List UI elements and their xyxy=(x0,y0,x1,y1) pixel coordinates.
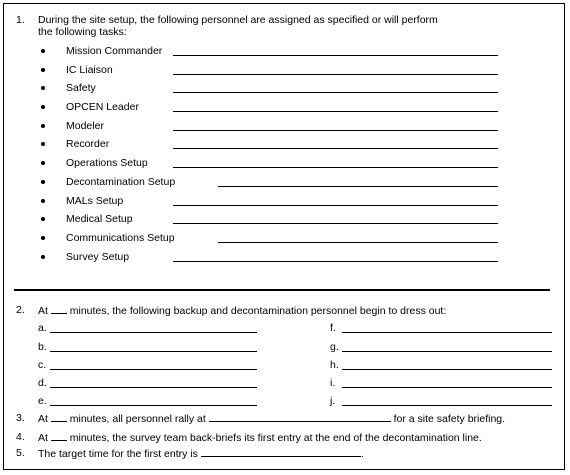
backup-letter: f. xyxy=(330,322,336,334)
backup-name-blank[interactable] xyxy=(342,405,552,406)
backup-name-blank[interactable] xyxy=(342,369,552,370)
bullet-icon xyxy=(41,236,45,240)
item-5-number: 5. xyxy=(16,447,25,459)
backup-name-blank[interactable] xyxy=(50,332,257,333)
role-assignee-blank[interactable] xyxy=(173,111,498,112)
role-label: Survey Setup xyxy=(66,251,130,263)
item-2-prefix: At xyxy=(38,305,51,317)
role-assignee-blank[interactable] xyxy=(173,148,498,149)
backup-name-blank[interactable] xyxy=(50,387,257,388)
item-3-text xyxy=(38,412,505,425)
bullet-icon xyxy=(41,217,45,221)
role-assignee-blank[interactable] xyxy=(173,261,498,262)
bullet-icon xyxy=(41,49,45,53)
item-4-number: 4. xyxy=(16,431,25,443)
role-label: Modeler xyxy=(66,120,104,132)
role-assignee-blank[interactable] xyxy=(173,55,498,56)
role-label: Safety xyxy=(66,82,96,94)
role-label: Operations Setup xyxy=(66,157,148,169)
bullet-icon xyxy=(41,255,45,259)
role-assignee-blank[interactable] xyxy=(218,186,498,187)
bullet-icon xyxy=(41,105,45,109)
role-label: Medical Setup xyxy=(66,213,133,225)
backup-letter: c. xyxy=(38,359,47,371)
role-label: Decontamination Setup xyxy=(66,176,176,188)
target-time-blank[interactable] xyxy=(201,447,361,457)
item-3-part1: At xyxy=(38,413,51,425)
role-assignee-blank[interactable] xyxy=(218,242,498,243)
rally-minutes-blank[interactable] xyxy=(51,412,67,422)
backup-letter: d. xyxy=(38,377,47,389)
item-2-suffix: minutes, the following backup and decontamination personnel begin to dress out: xyxy=(66,305,447,317)
backup-name-blank[interactable] xyxy=(342,387,552,388)
bullet-icon xyxy=(41,180,45,184)
item-1-intro-line2: the following tasks: xyxy=(38,26,127,38)
backup-letter: j. xyxy=(330,395,336,407)
bullet-icon xyxy=(41,124,45,128)
item-1-intro-line1: During the site setup, the following personnel are assigned as specified or will perform xyxy=(38,14,438,26)
role-assignee-blank[interactable] xyxy=(173,205,498,206)
backup-letter: a. xyxy=(38,322,47,334)
role-assignee-blank[interactable] xyxy=(173,130,498,131)
role-assignee-blank[interactable] xyxy=(173,92,498,93)
item-4-part1: At xyxy=(38,432,51,444)
backup-letter: g. xyxy=(330,341,339,353)
backbrief-minutes-blank[interactable] xyxy=(51,431,67,441)
backup-letter: i. xyxy=(330,377,336,389)
backup-letter: h. xyxy=(330,359,339,371)
bullet-icon xyxy=(41,68,45,72)
role-label: OPCEN Leader xyxy=(66,101,139,113)
role-assignee-blank[interactable] xyxy=(173,223,498,224)
bullet-icon xyxy=(41,199,45,203)
item-3-number: 3. xyxy=(16,412,25,424)
item-2-number: 2. xyxy=(16,304,25,316)
bullet-icon xyxy=(41,161,45,165)
item-5-part2: . xyxy=(360,448,364,460)
backup-letter: b. xyxy=(38,341,47,353)
role-label: MALs Setup xyxy=(66,195,124,207)
backup-letter: e. xyxy=(38,395,47,407)
item-4-part2: minutes, the survey team back-briefs its first entry at the end of the decontamination line. xyxy=(66,432,482,444)
item-5-part1: The target time for the first entry is xyxy=(38,448,201,460)
role-label: Recorder xyxy=(66,138,110,150)
role-label: Mission Commander xyxy=(66,45,163,57)
item-4-text xyxy=(38,431,482,444)
item-2-text xyxy=(38,304,446,317)
item-5-text xyxy=(38,447,364,460)
backup-name-blank[interactable] xyxy=(342,332,552,333)
role-label: Communications Setup xyxy=(66,232,175,244)
section-divider xyxy=(14,289,550,291)
rally-location-blank[interactable] xyxy=(209,412,391,422)
item-3-part2: minutes, all personnel rally at xyxy=(66,413,209,425)
item-1-number: 1. xyxy=(16,14,25,26)
backup-name-blank[interactable] xyxy=(50,405,257,406)
role-assignee-blank[interactable] xyxy=(173,167,498,168)
item-3-part3: for a site safety briefing. xyxy=(390,413,506,425)
bullet-icon xyxy=(41,142,45,146)
role-label: IC Liaison xyxy=(66,64,113,76)
backup-name-blank[interactable] xyxy=(50,351,257,352)
minutes-blank[interactable] xyxy=(51,304,67,314)
backup-name-blank[interactable] xyxy=(50,369,257,370)
role-assignee-blank[interactable] xyxy=(173,74,498,75)
bullet-icon xyxy=(41,86,45,90)
backup-name-blank[interactable] xyxy=(342,351,552,352)
